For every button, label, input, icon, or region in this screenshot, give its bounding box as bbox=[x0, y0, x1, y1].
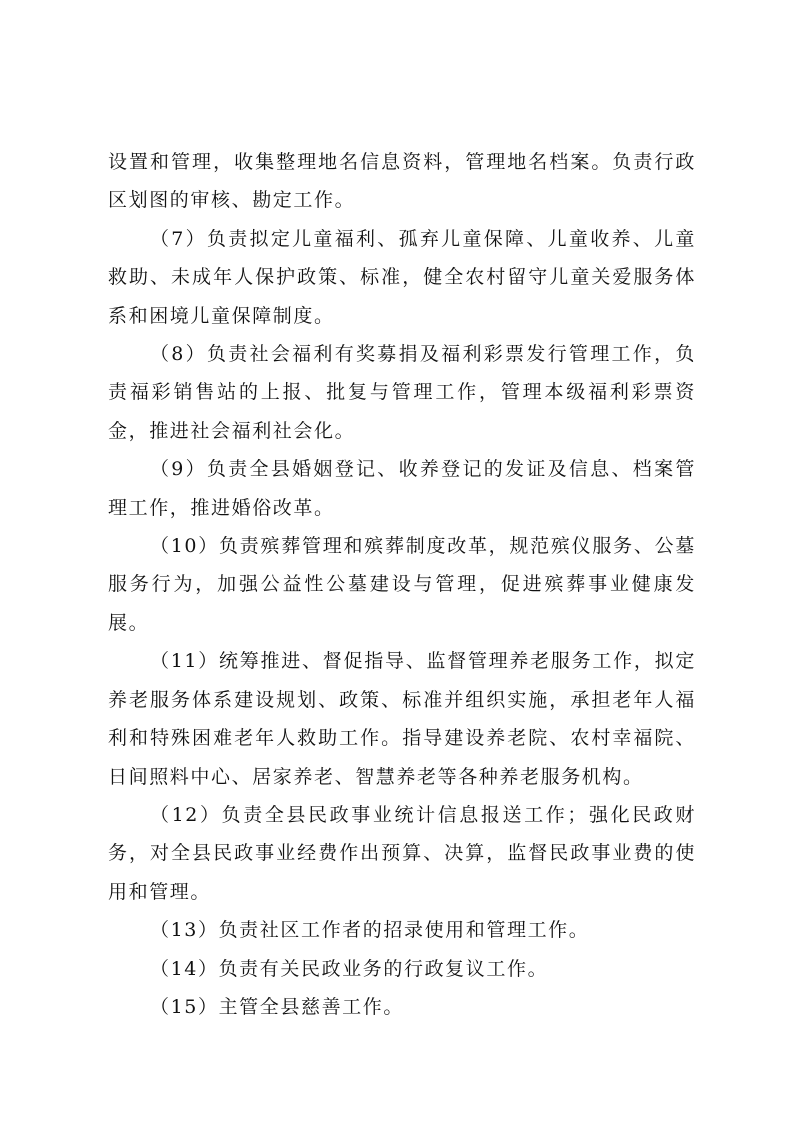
paragraph-item-11: （11）统筹推进、督促指导、监督管理养老服务工作，拟定养老服务体系建设规划、政策、标准并组织实施，承担老年人福利和特殊困难老年人救助工作。指导建设养老院、农村幸福院、日间照料中心、居家养老、智慧养老等各种养老服务机构。 bbox=[108, 650, 696, 788]
paragraph-item-7: （7）负责拟定儿童福利、孤弃儿童保障、儿童收养、儿童救助、未成年人保护政策、标准，健全农村留守儿童关爱服务体系和困境儿童保障制度。 bbox=[108, 227, 696, 327]
body-text bbox=[108, 143, 696, 1026]
paragraph-item-15: （15）主管全县慈善工作。 bbox=[150, 995, 404, 1018]
paragraph-item-14: （14）负责有关民政业务的行政复议工作。 bbox=[150, 957, 549, 980]
paragraph-item-13: （13）负责社区工作者的招录使用和管理工作。 bbox=[150, 919, 590, 942]
paragraph-item-8: （8）负责社会福利有奖募捐及福利彩票发行管理工作，负责福彩销售站的上报、批复与管理工作，管理本级福利彩票资金，推进社会福利社会化。 bbox=[108, 343, 696, 442]
paragraph-item-12: （12）负责全县民政事业统计信息报送工作；强化民政财务，对全县民政事业经费作出预算、决算，监督民政事业费的使用和管理。 bbox=[108, 803, 696, 903]
paragraph-item-10: （10）负责殡葬管理和殡葬制度改革，规范殡仪服务、公墓服务行为，加强公益性公墓建设与管理，促进殡葬事业健康发展。 bbox=[108, 535, 696, 634]
paragraph-item-9: （9）负责全县婚姻登记、收养登记的发证及信息、档案管理工作，推进婚俗改革。 bbox=[108, 458, 696, 519]
paragraph-continuation: 设置和管理，收集整理地名信息资料，管理地名档案。负责行政区划图的审核、勘定工作。 bbox=[108, 151, 696, 212]
